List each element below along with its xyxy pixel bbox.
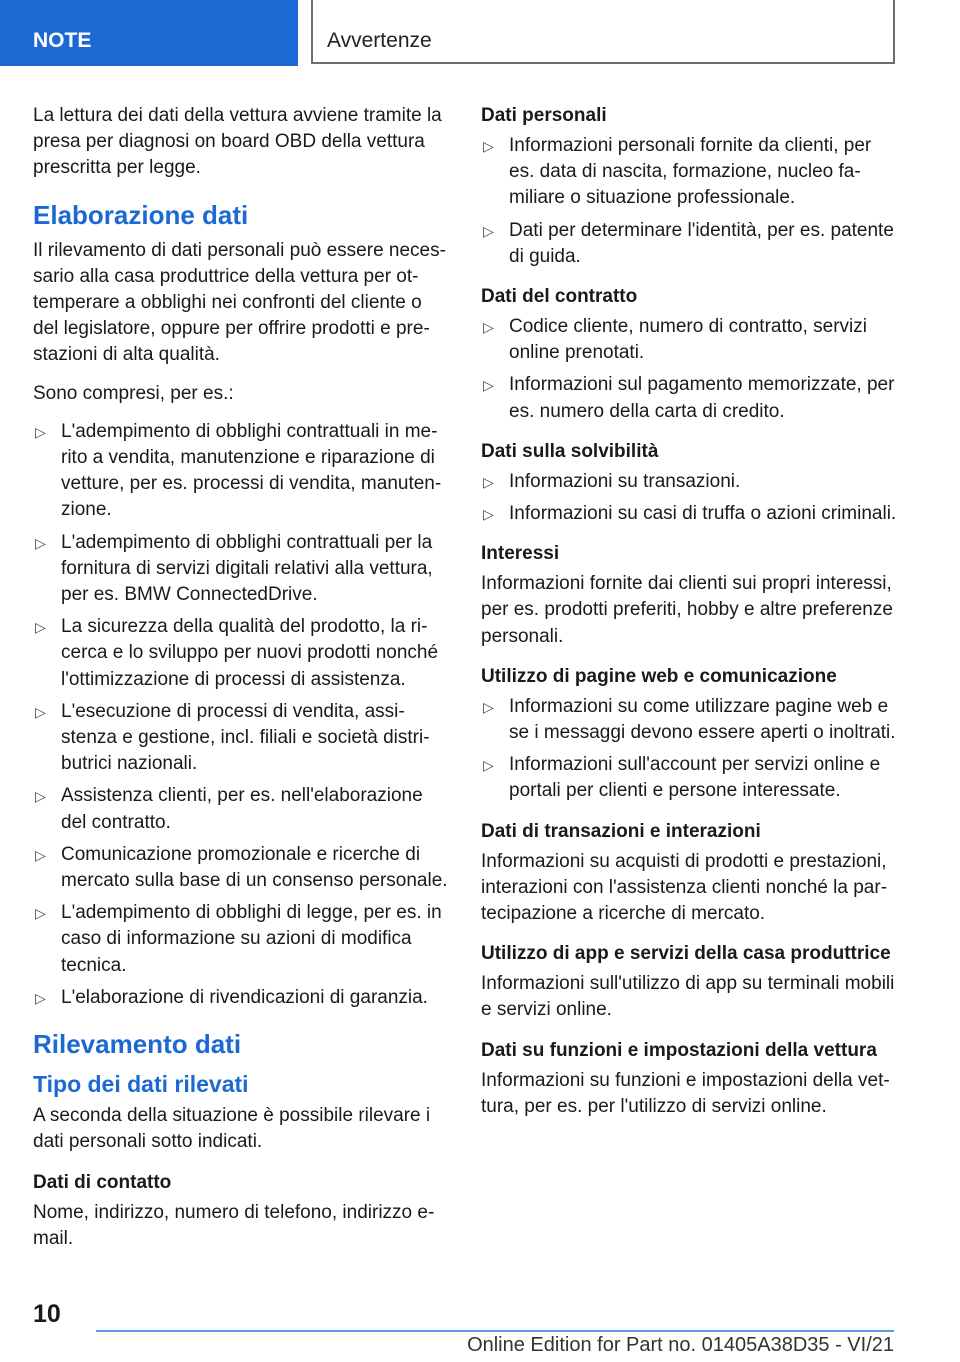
footer-divider <box>96 1330 894 1332</box>
triangle-bullet-icon: ▷ <box>35 703 46 720</box>
heading-web: Utilizzo di pagine web e comunicazione <box>481 665 837 687</box>
triangle-bullet-icon: ▷ <box>483 377 494 394</box>
heading-elaborazione: Elaborazione dati <box>33 199 249 230</box>
triangle-bullet-icon: ▷ <box>35 619 46 636</box>
heading-rilevamento: Rilevamento dati <box>33 1029 242 1060</box>
heading-personali: Dati personali <box>481 105 607 126</box>
list-item: ▷ Codice cliente, numero di contratto, servizi online prenotati. <box>483 316 867 364</box>
triangle-bullet-icon: ▷ <box>35 989 46 1006</box>
heading-transazioni: Dati di transazioni e interazioni <box>481 820 761 842</box>
transazioni-paragraph: Informazioni su acquisti di prodotti e prestazioni, interazioni con l'assistenza clienti nonché la partecipazione a ricerche di mercato. <box>481 850 888 925</box>
triangle-bullet-icon: ▷ <box>483 138 494 154</box>
heading-interessi: Interessi <box>481 543 560 565</box>
intro-paragraph: La lettura dei dati della vettura avviene tramite la presa per diagnosi on board OBD della vettura prescritta per legge. <box>33 105 442 179</box>
contratto-list <box>481 314 899 425</box>
compresi-text: Sono compresi, per es.: <box>33 382 234 404</box>
solvibilita-list <box>481 469 899 527</box>
app-paragraph: Informazioni sull'utilizzo di app su terminali mobili e servizi online. <box>481 973 895 1021</box>
list-item: ▷ Informazioni su casi di truffa o azioni criminali. <box>481 501 899 527</box>
list-item: ▷ Informazioni personali fornite da clienti, per es. data di nascita, formazione, nucleo familiare o situazione professionale. <box>483 135 872 209</box>
list-item: ▷ Comunicazione promozionale e ricerche di mercato sulla base di un consenso personale. <box>35 843 448 892</box>
interessi-paragraph: Informazioni fornite dai clienti sui propri interessi, per es. prodotti preferiti, hobby e altre preferenze personali. <box>481 573 893 647</box>
list-item: ▷ La sicurezza della qualità del prodotto, la ricerca e lo sviluppo per nuovi prodotti nonché l'ottimizzazione di processi di assistenza. <box>35 616 439 690</box>
triangle-bullet-icon: ▷ <box>35 534 46 551</box>
elaborazione-paragraph: Il rilevamento di dati personali può essere necessario alla casa produttrice della vettura per ottemperare a obblighi nei confronti del cliente o del legislatore, oppure per offrire prodotti e prestazioni di alta qualità. <box>33 239 446 366</box>
list-item: ▷ L'elaborazione di rivendicazioni di garanzia. <box>33 985 448 1011</box>
list-item: ▷ Informazioni sull'account per servizi online e portali per clienti e persone interessate. <box>483 754 881 802</box>
page-number: 10 <box>33 1300 61 1328</box>
heading-solvibilita: Dati sulla solvibilità <box>481 440 659 462</box>
header-tab: NOTE <box>0 0 298 66</box>
triangle-bullet-icon: ▷ <box>35 788 46 805</box>
triangle-bullet-icon: ▷ <box>483 473 494 490</box>
contatto-paragraph: Nome, indirizzo, numero di telefono, indirizzo e-mail. <box>33 1201 435 1249</box>
list-item: ▷ Informazioni sul pagamento memorizzate, per es. numero della carta di credito. <box>483 374 895 422</box>
funzioni-paragraph: Informazioni su funzioni e impostazioni della vettura, per es. per l'utilizzo di servizi online. <box>481 1069 890 1117</box>
tipo-paragraph: A seconda della situazione è possibile rilevare i dati personali sotto indicati. <box>33 1105 431 1153</box>
list-item: ▷ Informazioni su come utilizzare pagine web e se i messaggi devono essere aperti o inoltrati. <box>483 695 896 744</box>
heading-contratto: Dati del contratto <box>481 286 638 308</box>
list-item: ▷ Assistenza clienti, per es. nell'elaborazione del contratto. <box>35 785 423 833</box>
heading-funzioni: Dati su funzioni e impostazioni della vettura <box>481 1039 877 1061</box>
left-column <box>33 103 448 1264</box>
personali-list <box>481 133 899 270</box>
triangle-bullet-icon: ▷ <box>483 222 494 239</box>
triangle-bullet-icon: ▷ <box>483 506 494 523</box>
list-item: ▷ Dati per determinare l'identità, per es. patente di guida. <box>483 219 894 267</box>
heading-app: Utilizzo di app e servizi della casa produttrice <box>481 943 891 965</box>
triangle-bullet-icon: ▷ <box>483 757 494 774</box>
list-item: ▷ Informazioni su transazioni. <box>481 469 899 495</box>
web-list <box>481 694 899 805</box>
heading-tipo-dati: Tipo dei dati rilevati <box>33 1071 249 1098</box>
triangle-bullet-icon: ▷ <box>35 846 46 863</box>
section-title: Avvertenze <box>311 0 895 64</box>
triangle-bullet-icon: ▷ <box>35 905 46 922</box>
list-item: ▷ L'esecuzione di processi di vendita, assistenza e gestione, incl. filiali e società distributrici nazionali. <box>35 700 430 775</box>
list-item: ▷ L'adempimento di obblighi contrattuali per la fornitura di servizi digitali relativi alla vettura, per es. BMW ConnectedDrive. <box>35 531 433 606</box>
triangle-bullet-icon: ▷ <box>483 698 494 715</box>
heading-contatto: Dati di contatto <box>33 1171 172 1193</box>
triangle-bullet-icon: ▷ <box>35 423 46 440</box>
triangle-bullet-icon: ▷ <box>483 319 494 336</box>
footer-edition: Online Edition for Part no. 01405A38D35 - VI/21 <box>467 1334 894 1356</box>
list-item: ▷ L'adempimento di obblighi di legge, per es. in caso di informazione su azioni di modifica tecnica. <box>35 902 442 976</box>
right-column <box>481 103 899 1132</box>
list-item: ▷ L'adempimento di obblighi contrattuali in merito a vendita, manutenzione e riparazione di vetture, per es. processi di vendita, manutenzione. <box>35 420 442 521</box>
elaborazione-list <box>33 419 448 1011</box>
